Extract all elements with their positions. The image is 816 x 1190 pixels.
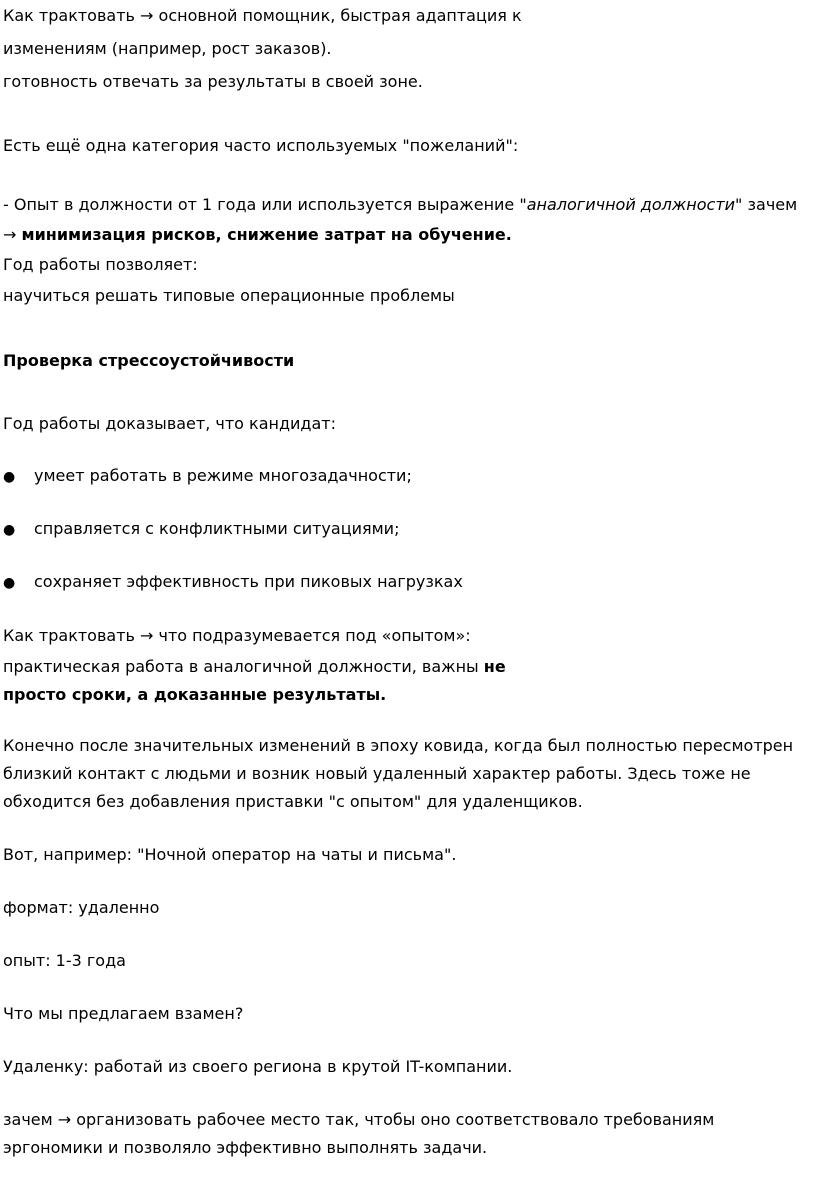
italic-term: "аналогичной должности" <box>519 195 743 214</box>
text-line: Год работы доказывает, что кандидат: <box>3 414 336 433</box>
text-line: изменениям (например, рост заказов). <box>3 39 332 58</box>
text-line: научиться решать типовые операционные проблемы <box>3 286 455 305</box>
text-line <box>3 657 506 677</box>
list-item: справляется с конфликтными ситуациями; <box>34 519 400 538</box>
section-heading: Проверка стрессоустойчивости <box>3 351 295 370</box>
text-fragment: практическая работа в аналогичной должности, важны <box>3 657 484 676</box>
list-item: умеет работать в режиме многозадачности; <box>34 466 412 485</box>
text-line: эргономики и позволяло эффективно выполнять задачи. <box>3 1138 488 1157</box>
text-line: Удаленку: работай из своего региона в крутой IT-компании. <box>3 1057 513 1076</box>
bullet-icon: ● <box>3 522 16 538</box>
text-fragment: - Опыт в должности от 1 года или используется выражение <box>3 195 520 214</box>
text-line: готовность отвечать за результаты в своей зоне. <box>3 72 423 91</box>
text-line: Конечно после значительных изменений в эпоху ковида, когда был полностью пересмотрен <box>3 736 794 755</box>
text-line <box>3 195 797 215</box>
bold-phrase: минимизация рисков, снижение затрат на обучение. <box>21 225 512 244</box>
text-fragment: зачем <box>742 195 798 214</box>
bold-line: просто сроки, а доказанные результаты. <box>3 685 387 704</box>
text-line: Что мы предлагаем взамен? <box>3 1004 244 1023</box>
text-line: Год работы позволяет: <box>3 255 198 274</box>
text-line: обходится без добавления приставки "с опытом" для удаленщиков. <box>3 792 583 811</box>
bullet-icon: ● <box>3 469 16 485</box>
list-item: сохраняет эффективность при пиковых нагрузках <box>34 572 463 591</box>
text-line: зачем → организовать рабочее место так, чтобы оно соответствовало требованиям <box>3 1110 715 1129</box>
bold-phrase: не <box>483 657 506 676</box>
text-line: Как трактовать → что подразумевается под «опытом»: <box>3 626 471 645</box>
bullet-icon: ● <box>3 575 16 591</box>
text-line: опыт: 1-3 года <box>3 951 126 970</box>
text-line: формат: удаленно <box>3 898 160 917</box>
text-line <box>3 225 512 245</box>
text-line: Как трактовать → основной помощник, быстрая адаптация к <box>3 6 522 25</box>
arrow-fragment: → <box>3 225 22 244</box>
text-line: близкий контакт с людьми и возник новый удаленный характер работы. Здесь тоже не <box>3 764 751 783</box>
text-line: Вот, например: "Ночной оператор на чаты и письма". <box>3 845 457 864</box>
text-line: Есть ещё одна категория часто используемых "пожеланий": <box>3 136 519 155</box>
